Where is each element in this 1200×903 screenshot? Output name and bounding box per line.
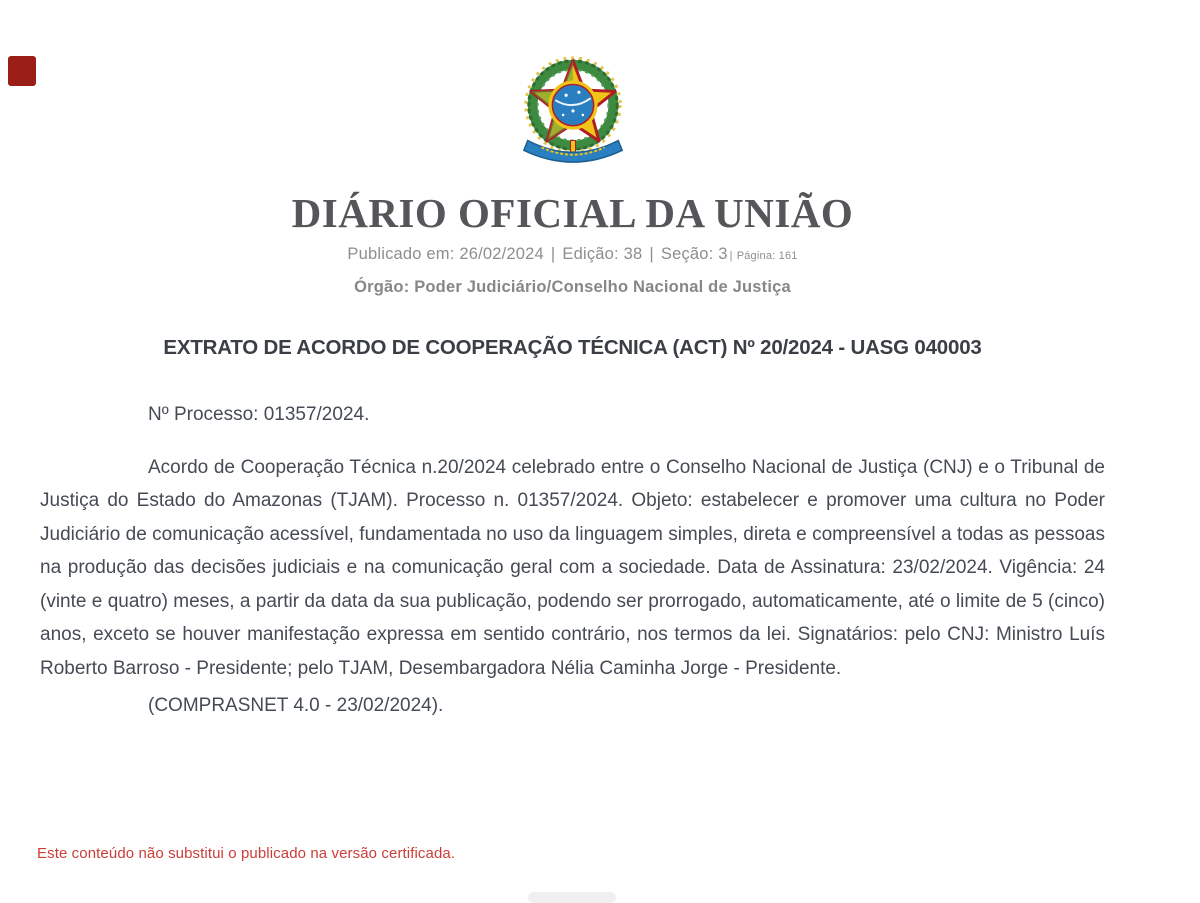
document-header: [40, 46, 1105, 297]
pipe-separator: |: [649, 245, 654, 263]
publication-meta: [40, 244, 1105, 266]
pagina: Página: 161: [736, 250, 798, 262]
pipe-separator: |: [729, 250, 733, 262]
dou-page: [0, 46, 1200, 898]
brazil-coat-of-arms-icon: [514, 46, 632, 174]
bottom-cutoff-element: [528, 892, 616, 903]
page-title: DIÁRIO OFICIAL DA UNIÃO: [291, 190, 854, 236]
comprasnet-line: (COMPRASNET 4.0 - 23/02/2024).: [148, 695, 444, 716]
edicao: Edição: 38: [562, 245, 643, 263]
article-body-paragraph: Acordo de Cooperação Técnica n.20/2024 celebrado entre o Conselho Nacional de Justiça (CNJ) e o Tribunal de Justiça do Estado do Amazonas (TJAM). Processo n. 01357/2024. Objeto: estabelecer e promover uma cultura no Poder Judiciário de comunicação acessível, fundamentada no uso da linguagem simples, direta e compreensível a todas as pessoas na produção das decisões judiciais e na comunicação geral com a sociedade. Data de Assinatura: 23/02/2024. Vigência: 24 (vinte e quatro) meses, a partir da data da sua publicação, podendo ser prorrogado, automaticamente, até o limite de 5 (cinco) anos, exceto se houver manifestação expressa em sentido contrário, nos termos da lei. Signatários: pelo CNJ: Ministro Luís Roberto Barroso - Presidente; pelo TJAM, Desembargadora Nélia Caminha Jorge - Presidente.: [40, 456, 1105, 679]
publicado-em: Publicado em: 26/02/2024: [347, 245, 544, 263]
process-number-line: Nº Processo: 01357/2024.: [148, 404, 370, 425]
document-content: [40, 46, 1105, 723]
corner-red-badge: [8, 56, 36, 86]
pipe-separator: |: [550, 245, 556, 263]
certification-disclaimer: Este conteúdo não substitui o publicado na versão certificada.: [37, 845, 456, 862]
secao: Seção: 3: [660, 245, 728, 263]
article: [40, 336, 1105, 723]
pagina-ref: [728, 250, 798, 262]
organ-line: Órgão: Poder Judiciário/Conselho Nacional de Justiça: [354, 278, 791, 296]
article-title: EXTRATO DE ACORDO DE COOPERAÇÃO TÉCNICA (ACT) Nº 20/2024 - UASG 040003: [163, 336, 982, 359]
